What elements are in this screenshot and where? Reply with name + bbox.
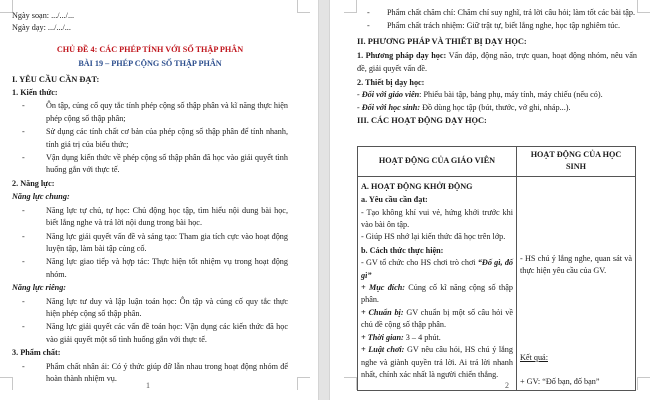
teacher-column-header: HOẠT ĐỘNG CỦA GIÁO VIÊN [358, 147, 517, 177]
specific-competence-heading: Năng lực riêng: [12, 283, 67, 293]
document-page-2 [330, 0, 650, 400]
competence-heading: 2. Năng lực: [12, 178, 55, 188]
crop-mark [637, 0, 650, 13]
list-item: - Ôn tập, củng cố quy tắc tính phép cộng số thập phân và kĩ năng thực hiện phép cộng số thập phân; [12, 100, 288, 125]
teaching-methods: 1. Phương pháp dạy học: Vấn đáp, động não, trực quan, hoạt động nhóm, nêu vấn đề, giải quyết vấn đề. [357, 51, 638, 73]
game-preparation: + Chuẩn bị: GV chuẩn bị một số câu hỏi về chủ đề cộng số thập phân. [361, 307, 513, 330]
equipment-heading: 2. Thiết bị dạy học: [357, 78, 425, 88]
requirements-subheading: a. Yêu cầu cần đạt: [361, 195, 428, 205]
requirement-text: - Tạo không khí vui vẻ, hứng khởi trước khi vào bài ôn tập. [361, 207, 513, 230]
list-item: - Phẩm chất nhân ái: Có ý thức giúp đỡ lẫn nhau trong hoạt động nhóm để hoàn thành nhiệm vụ. [12, 361, 288, 386]
page-gutter [318, 0, 330, 400]
student-response: - HS chú ý lắng nghe, quan sát và thực hiện yêu cầu của GV. [520, 253, 632, 276]
lesson-activities-table[interactable] [357, 146, 636, 391]
list-item: - Năng lực giải quyết vấn đề và sáng tạo: Tham gia tích cực vào hoạt động luyện tập, làm bài tập củng cố. [12, 231, 288, 256]
student-activity-cell[interactable] [517, 176, 636, 391]
table-header-row [358, 147, 636, 177]
knowledge-heading: 1. Kiến thức: [12, 88, 58, 98]
page-2-content[interactable] [357, 6, 637, 128]
section-methods-heading: II. PHƯƠNG PHÁP VÀ THIẾT BỊ DẠY HỌC: [357, 36, 527, 46]
document-page-1 [0, 0, 318, 400]
procedure-subheading: b. Cách thức thực hiện: [361, 245, 444, 255]
crop-mark [344, 0, 357, 13]
result-text: + GV: “Đố bạn, đố bạn” [520, 377, 600, 387]
game-rules: + Luật chơi: GV nêu câu hỏi, HS chú ý lắng nghe và giành quyền trả lời. Ai trả lời nhanh nhất, chính xác nhất là người chiến thắng. [361, 345, 513, 379]
section-requirements-heading: I. YÊU CẦU CẦN ĐẠT: [12, 74, 100, 84]
list-item: - Sử dụng các tính chất cơ bản của phép cộng số thập phân để tính nhanh, tính giá trị của biểu thức; [12, 126, 288, 151]
list-item: - Vận dụng kiến thức về phép cộng số thập phân đã học vào giải quyết tình huống gắn với thực tế. [12, 152, 288, 177]
qualities-heading: 3. Phẩm chất: [12, 348, 61, 358]
game-time: + Thời gian: 3 – 4 phút. [361, 332, 441, 342]
student-equipment: - Đối với học sinh: Đồ dùng học tập (bút, thước, vở ghi, nháp...). [357, 102, 571, 112]
game-description: - GV tổ chức cho HS chơi trò chơi “Đố gì, đố gì” [361, 258, 514, 280]
table-row [358, 176, 636, 391]
page-number: 2 [505, 381, 509, 390]
date-prepared: Ngày soạn: .../.../... [12, 11, 75, 20]
game-purpose: + Mục đích: Củng cố kĩ năng cộng số thập phân. [361, 283, 513, 305]
section-activities-heading: III. CÁC HOẠT ĐỘNG DẠY HỌC: [357, 116, 487, 126]
list-item: - Năng lực giải quyết các vấn đề toán học: Vận dụng các kiến thức đã học vào giải quyết một số tình huống gắn với thực tế. [12, 321, 288, 346]
general-competence-heading: Năng lực chung: [12, 192, 70, 202]
crop-mark [297, 0, 310, 13]
list-item: - Năng lực tư duy và lập luận toán học: Ôn tập và củng cố quy tắc thực hiện phép cộng số thập phân. [12, 296, 288, 321]
lesson-title: BÀI 19 – PHÉP CỘNG SỐ THẬP PHÂN [78, 59, 222, 69]
list-item: - Năng lực tự chủ, tự học: Chủ động học tập, tìm hiểu nội dung bài học, biết lắng nghe và trả lời nội dung trong bài học. [12, 205, 288, 230]
list-item: - Năng lực giao tiếp và hợp tác: Thực hiện tốt nhiệm vụ trong hoạt động nhóm. [12, 256, 288, 281]
date-taught: Ngày dạy: .../.../... [12, 23, 71, 33]
teacher-activity-cell[interactable] [358, 176, 517, 391]
warmup-section-heading: A. HOẠT ĐỘNG KHỞI ĐỘNG [361, 181, 473, 191]
list-item: - Phẩm chất chăm chỉ: Chăm chỉ suy nghĩ, trả lời câu hỏi; làm tốt các bài tập. [357, 7, 637, 19]
page-number: 1 [146, 381, 150, 390]
crop-mark [297, 377, 310, 390]
topic-title: CHỦ ĐỀ 4: CÁC PHÉP TÍNH VỚI SỐ THẬP PHÂN [56, 44, 244, 54]
list-item: - Phẩm chất trách nhiệm: Giữ trật tự, biết lắng nghe, học tập nghiêm túc. [357, 20, 637, 32]
page-1-content[interactable] [12, 10, 288, 385]
requirement-text: - Giúp HS nhớ lại kiến thức đã học trên lớp. [361, 232, 506, 242]
crop-mark [344, 377, 357, 390]
crop-mark [637, 377, 650, 390]
result-label: Kết quả: [520, 352, 548, 362]
student-column-header: HOẠT ĐỘNG CỦA HỌC SINH [517, 147, 636, 177]
teacher-equipment: - Đối với giáo viên: Phiếu bài tập, bảng phụ, máy tính, máy chiếu (nếu có). [357, 90, 603, 100]
